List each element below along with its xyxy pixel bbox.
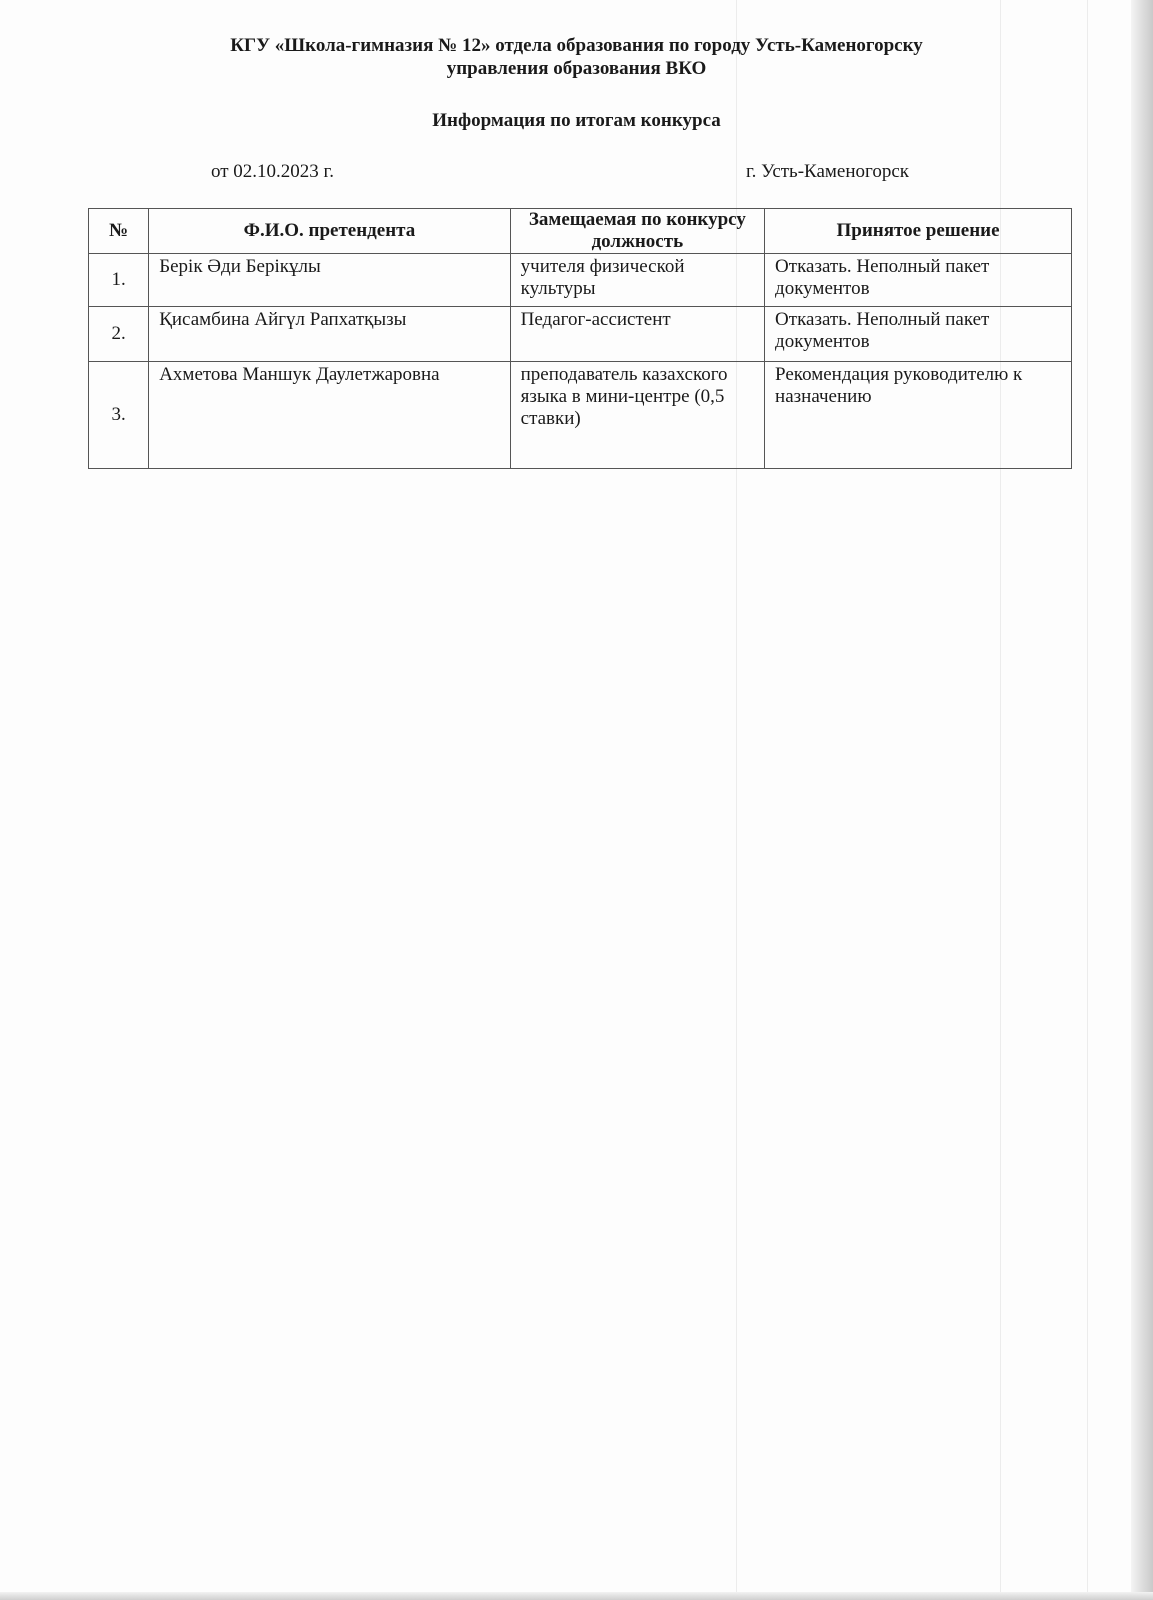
column-header-name: Ф.И.О. претендента [149, 209, 510, 254]
decision: Отказать. Неполный пакет документов [765, 254, 1072, 307]
scan-edge [1131, 0, 1153, 1600]
candidate-position: учителя физической культуры [510, 254, 764, 307]
scan-bottom-edge [0, 1592, 1153, 1600]
row-number: 2. [89, 307, 149, 362]
document-city: г. Усть-Каменогорск [746, 161, 910, 182]
column-header-number: № [89, 209, 149, 254]
document-title: Информация по итогам конкурса [432, 110, 721, 131]
document-date: от 02.10.2023 г. [211, 161, 334, 182]
candidate-position: преподаватель казахского языка в мини-центре (0,5 ставки) [510, 362, 764, 469]
decision: Рекомендация руководителю к назначению [765, 362, 1072, 469]
decision: Отказать. Неполный пакет документов [765, 307, 1072, 362]
table-row [89, 254, 1072, 307]
row-number: 3. [89, 362, 149, 469]
scan-streak [1087, 0, 1088, 1600]
results-table [88, 208, 1072, 469]
header-department-line: управления образования ВКО [446, 58, 707, 79]
row-number: 1. [89, 254, 149, 307]
table-row [89, 362, 1072, 469]
candidate-name: Қисамбина Айгүл Рапхатқызы [149, 307, 510, 362]
candidate-name: Берік Әди Берікұлы [149, 254, 510, 307]
header-organization-line: КГУ «Школа-гимназия № 12» отдела образования по городу Усть-Каменогорску [230, 35, 923, 56]
document-header [0, 34, 1153, 80]
table-row [89, 307, 1072, 362]
column-header-position: Замещаемая по конкурсу должность [510, 209, 764, 254]
column-header-decision: Принятое решение [765, 209, 1072, 254]
candidate-position: Педагог-ассистент [510, 307, 764, 362]
table-header-row [89, 209, 1072, 254]
candidate-name: Ахметова Маншук Даулетжаровна [149, 362, 510, 469]
